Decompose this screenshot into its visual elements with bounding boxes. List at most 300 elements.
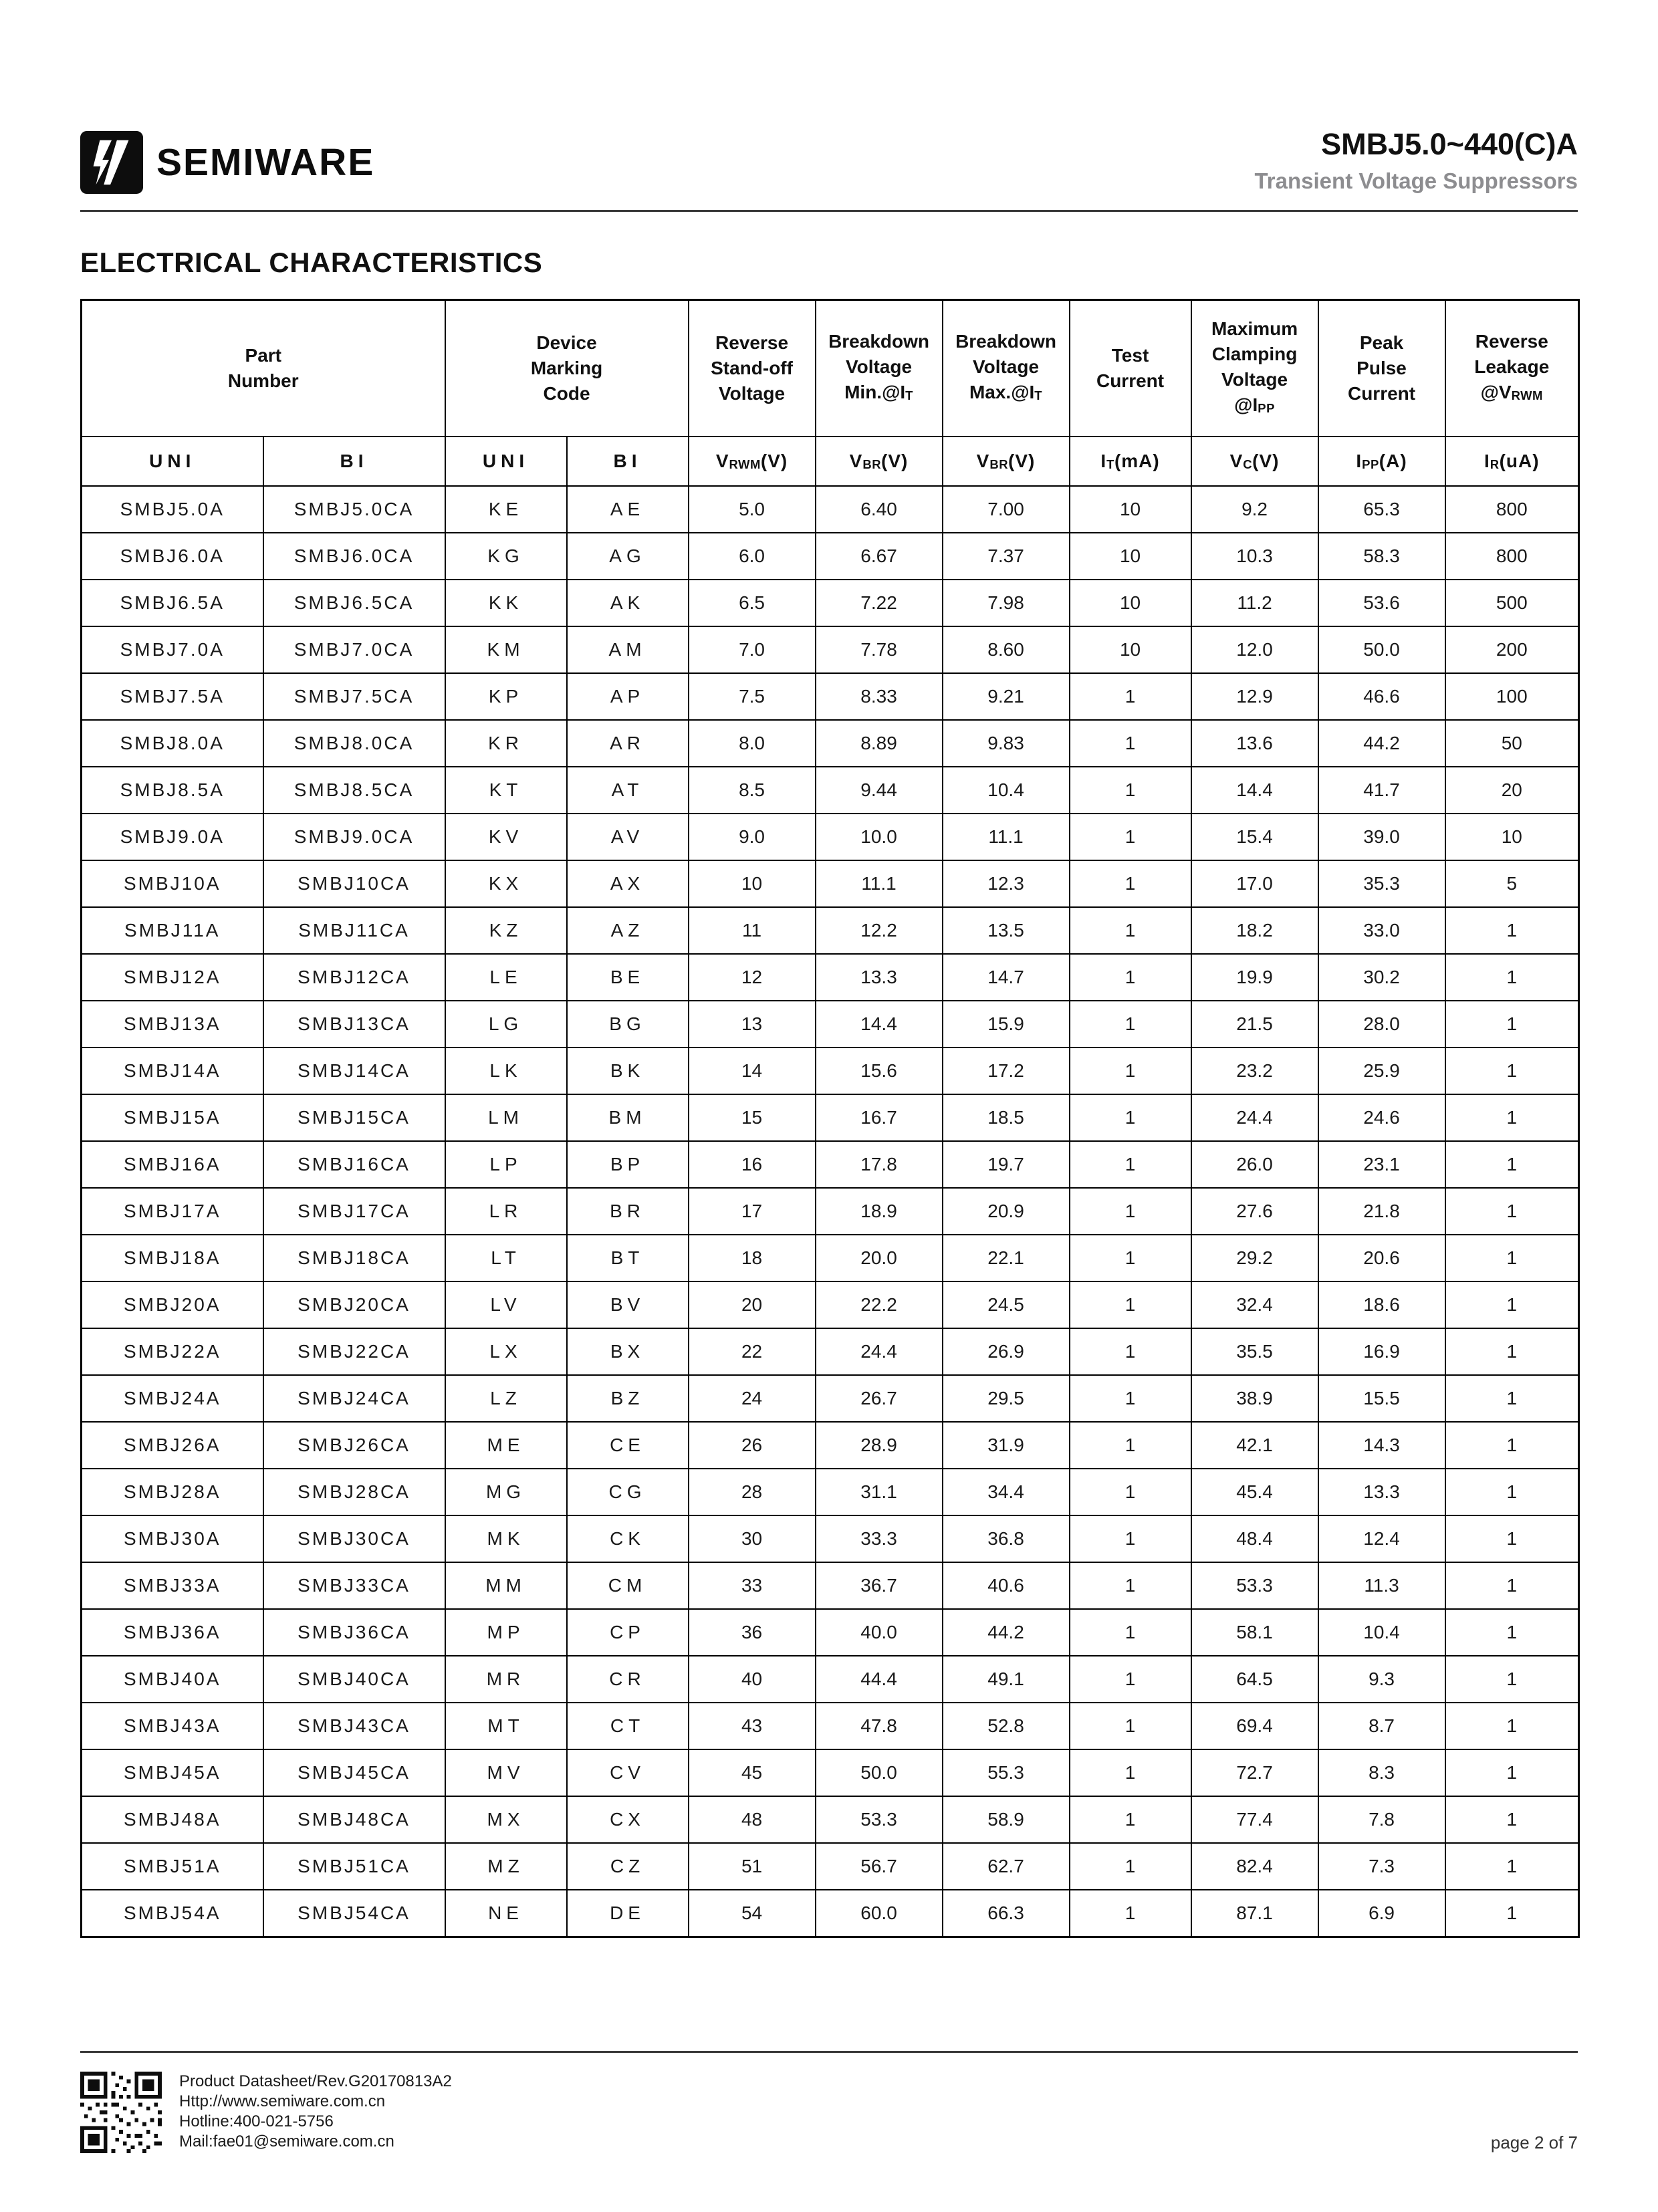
col-header-ir: IR(uA) <box>1445 437 1579 486</box>
cell-marking-uni: LE <box>445 954 567 1001</box>
cell-marking-bi: CT <box>567 1703 689 1749</box>
cell-vbr-max: 31.9 <box>943 1422 1070 1469</box>
table-row <box>82 1141 1579 1188</box>
cell-marking-bi: AP <box>567 673 689 720</box>
table-row <box>82 1001 1579 1048</box>
cell-vc: 26.0 <box>1191 1141 1318 1188</box>
cell-part-bi: SMBJ17CA <box>263 1188 445 1235</box>
cell-it: 1 <box>1070 1328 1191 1375</box>
cell-vbr-max: 66.3 <box>943 1890 1070 1937</box>
cell-marking-uni: MG <box>445 1469 567 1515</box>
cell-vbr-max: 9.21 <box>943 673 1070 720</box>
cell-marking-bi: CZ <box>567 1843 689 1890</box>
cell-marking-uni: MP <box>445 1609 567 1656</box>
cell-marking-uni: KE <box>445 486 567 533</box>
cell-marking-uni: ME <box>445 1422 567 1469</box>
cell-vbr-min: 31.1 <box>816 1469 943 1515</box>
cell-part-bi: SMBJ48CA <box>263 1796 445 1843</box>
cell-marking-bi: AR <box>567 720 689 767</box>
cell-vc: 58.1 <box>1191 1609 1318 1656</box>
cell-ipp: 33.0 <box>1318 907 1445 954</box>
cell-vbr-min: 11.1 <box>816 860 943 907</box>
cell-part-bi: SMBJ13CA <box>263 1001 445 1048</box>
brand <box>80 131 374 194</box>
table-row <box>82 1188 1579 1235</box>
table-row <box>82 954 1579 1001</box>
cell-part-uni: SMBJ5.0A <box>82 486 263 533</box>
cell-it: 1 <box>1070 1001 1191 1048</box>
cell-marking-bi: BG <box>567 1001 689 1048</box>
cell-marking-uni: LP <box>445 1141 567 1188</box>
part-series-title: SMBJ5.0~440(C)A <box>1321 127 1578 161</box>
cell-vbr-min: 18.9 <box>816 1188 943 1235</box>
table-row <box>82 1656 1579 1703</box>
cell-marking-uni: KR <box>445 720 567 767</box>
cell-ir: 1 <box>1445 1656 1579 1703</box>
cell-part-bi: SMBJ15CA <box>263 1094 445 1141</box>
table-row <box>82 1562 1579 1609</box>
cell-vc: 21.5 <box>1191 1001 1318 1048</box>
cell-ir: 1 <box>1445 1281 1579 1328</box>
cell-vc: 53.3 <box>1191 1562 1318 1609</box>
cell-marking-uni: KT <box>445 767 567 814</box>
cell-vbr-min: 33.3 <box>816 1515 943 1562</box>
cell-part-uni: SMBJ8.5A <box>82 767 263 814</box>
cell-vc: 13.6 <box>1191 720 1318 767</box>
cell-ipp: 12.4 <box>1318 1515 1445 1562</box>
cell-it: 1 <box>1070 1188 1191 1235</box>
cell-marking-uni: LK <box>445 1048 567 1094</box>
cell-part-uni: SMBJ13A <box>82 1001 263 1048</box>
cell-part-uni: SMBJ18A <box>82 1235 263 1281</box>
section-title: ELECTRICAL CHARACTERISTICS <box>80 247 543 278</box>
cell-ipp: 46.6 <box>1318 673 1445 720</box>
cell-part-bi: SMBJ5.0CA <box>263 486 445 533</box>
cell-vbr-max: 17.2 <box>943 1048 1070 1094</box>
table-row <box>82 626 1579 673</box>
cell-vc: 64.5 <box>1191 1656 1318 1703</box>
table-row <box>82 1048 1579 1094</box>
cell-vc: 35.5 <box>1191 1328 1318 1375</box>
cell-part-uni: SMBJ16A <box>82 1141 263 1188</box>
cell-marking-uni: KK <box>445 580 567 626</box>
table-row <box>82 1328 1579 1375</box>
cell-part-bi: SMBJ6.0CA <box>263 533 445 580</box>
cell-part-uni: SMBJ54A <box>82 1890 263 1937</box>
cell-ipp: 8.3 <box>1318 1749 1445 1796</box>
cell-part-uni: SMBJ26A <box>82 1422 263 1469</box>
cell-vbr-max: 7.98 <box>943 580 1070 626</box>
cell-part-bi: SMBJ26CA <box>263 1422 445 1469</box>
cell-ir: 1 <box>1445 1469 1579 1515</box>
cell-vc: 9.2 <box>1191 486 1318 533</box>
cell-ipp: 7.3 <box>1318 1843 1445 1890</box>
table-row <box>82 580 1579 626</box>
cell-vc: 69.4 <box>1191 1703 1318 1749</box>
col-group-device-marking-code: Device Marking Code <box>445 300 689 437</box>
cell-vbr-max: 58.9 <box>943 1796 1070 1843</box>
cell-ir: 1 <box>1445 1235 1579 1281</box>
cell-marking-uni: LG <box>445 1001 567 1048</box>
cell-marking-uni: KP <box>445 673 567 720</box>
cell-vrwm: 8.5 <box>689 767 816 814</box>
cell-ipp: 20.6 <box>1318 1235 1445 1281</box>
cell-vrwm: 6.0 <box>689 533 816 580</box>
col-header-code-bi: BI <box>567 437 689 486</box>
cell-ipp: 14.3 <box>1318 1422 1445 1469</box>
cell-marking-uni: KM <box>445 626 567 673</box>
table-row <box>82 1469 1579 1515</box>
cell-marking-uni: LZ <box>445 1375 567 1422</box>
cell-vbr-max: 9.83 <box>943 720 1070 767</box>
col-group-maximum-clamping-voltage: Maximum Clamping Voltage @IPP <box>1191 300 1318 437</box>
cell-vbr-min: 8.89 <box>816 720 943 767</box>
cell-ipp: 11.3 <box>1318 1562 1445 1609</box>
cell-vc: 27.6 <box>1191 1188 1318 1235</box>
brand-name: SEMIWARE <box>156 141 375 184</box>
cell-vbr-max: 36.8 <box>943 1515 1070 1562</box>
cell-it: 1 <box>1070 1515 1191 1562</box>
cell-marking-bi: AT <box>567 767 689 814</box>
cell-part-uni: SMBJ30A <box>82 1515 263 1562</box>
cell-ipp: 24.6 <box>1318 1094 1445 1141</box>
cell-vbr-max: 11.1 <box>943 814 1070 860</box>
cell-part-uni: SMBJ11A <box>82 907 263 954</box>
cell-part-uni: SMBJ9.0A <box>82 814 263 860</box>
cell-ir: 800 <box>1445 486 1579 533</box>
cell-part-uni: SMBJ10A <box>82 860 263 907</box>
cell-part-uni: SMBJ33A <box>82 1562 263 1609</box>
page-footer <box>80 2051 1578 2153</box>
cell-vc: 12.9 <box>1191 673 1318 720</box>
cell-ipp: 9.3 <box>1318 1656 1445 1703</box>
cell-marking-bi: BT <box>567 1235 689 1281</box>
col-group-breakdown-voltage-min: Breakdown Voltage Min.@IT <box>816 300 943 437</box>
cell-part-uni: SMBJ17A <box>82 1188 263 1235</box>
cell-part-uni: SMBJ12A <box>82 954 263 1001</box>
cell-marking-uni: MZ <box>445 1843 567 1890</box>
doc-id <box>1254 127 1578 194</box>
col-header-code-uni: UNI <box>445 437 567 486</box>
cell-vc: 24.4 <box>1191 1094 1318 1141</box>
cell-it: 1 <box>1070 1281 1191 1328</box>
cell-marking-bi: BX <box>567 1328 689 1375</box>
cell-vrwm: 13 <box>689 1001 816 1048</box>
cell-vrwm: 22 <box>689 1328 816 1375</box>
cell-vbr-min: 16.7 <box>816 1094 943 1141</box>
cell-vbr-max: 34.4 <box>943 1469 1070 1515</box>
cell-vbr-max: 62.7 <box>943 1843 1070 1890</box>
cell-ipp: 18.6 <box>1318 1281 1445 1328</box>
cell-it: 1 <box>1070 907 1191 954</box>
cell-ir: 1 <box>1445 1562 1579 1609</box>
col-header-it: IT(mA) <box>1070 437 1191 486</box>
cell-marking-bi: BZ <box>567 1375 689 1422</box>
cell-vbr-max: 29.5 <box>943 1375 1070 1422</box>
cell-part-bi: SMBJ24CA <box>263 1375 445 1422</box>
cell-part-uni: SMBJ36A <box>82 1609 263 1656</box>
table-row <box>82 1843 1579 1890</box>
cell-vbr-max: 44.2 <box>943 1609 1070 1656</box>
cell-vrwm: 7.5 <box>689 673 816 720</box>
cell-part-bi: SMBJ30CA <box>263 1515 445 1562</box>
cell-vrwm: 11 <box>689 907 816 954</box>
cell-marking-bi: AZ <box>567 907 689 954</box>
cell-ipp: 13.3 <box>1318 1469 1445 1515</box>
cell-vc: 19.9 <box>1191 954 1318 1001</box>
cell-it: 1 <box>1070 1843 1191 1890</box>
cell-part-bi: SMBJ10CA <box>263 860 445 907</box>
cell-vbr-min: 12.2 <box>816 907 943 954</box>
cell-vbr-min: 22.2 <box>816 1281 943 1328</box>
cell-ipp: 21.8 <box>1318 1188 1445 1235</box>
cell-vbr-min: 20.0 <box>816 1235 943 1281</box>
cell-ir: 50 <box>1445 720 1579 767</box>
cell-ipp: 53.6 <box>1318 580 1445 626</box>
col-header-vbr-max: VBR(V) <box>943 437 1070 486</box>
table-body <box>82 486 1579 1937</box>
col-group-test-current: Test Current <box>1070 300 1191 437</box>
cell-ir: 1 <box>1445 1048 1579 1094</box>
cell-vbr-min: 13.3 <box>816 954 943 1001</box>
cell-it: 1 <box>1070 1375 1191 1422</box>
cell-vbr-max: 52.8 <box>943 1703 1070 1749</box>
cell-ir: 1 <box>1445 1890 1579 1937</box>
cell-it: 1 <box>1070 1609 1191 1656</box>
cell-vbr-min: 44.4 <box>816 1656 943 1703</box>
cell-marking-uni: LT <box>445 1235 567 1281</box>
cell-ir: 1 <box>1445 1188 1579 1235</box>
cell-it: 1 <box>1070 1235 1191 1281</box>
cell-ir: 1 <box>1445 907 1579 954</box>
cell-marking-bi: BR <box>567 1188 689 1235</box>
table-group-header-row <box>82 300 1579 437</box>
cell-marking-bi: CV <box>567 1749 689 1796</box>
footer-website: Http://www.semiware.com.cn <box>179 2092 386 2110</box>
cell-vbr-min: 26.7 <box>816 1375 943 1422</box>
cell-it: 10 <box>1070 580 1191 626</box>
cell-ir: 1 <box>1445 1375 1579 1422</box>
col-header-ipp: IPP(A) <box>1318 437 1445 486</box>
cell-marking-uni: MK <box>445 1515 567 1562</box>
cell-marking-bi: CE <box>567 1422 689 1469</box>
cell-ipp: 23.1 <box>1318 1141 1445 1188</box>
table-row <box>82 1515 1579 1562</box>
cell-vrwm: 36 <box>689 1609 816 1656</box>
cell-marking-uni: KX <box>445 860 567 907</box>
cell-marking-bi: AV <box>567 814 689 860</box>
cell-ir: 800 <box>1445 533 1579 580</box>
table-row <box>82 767 1579 814</box>
cell-part-uni: SMBJ40A <box>82 1656 263 1703</box>
cell-vc: 38.9 <box>1191 1375 1318 1422</box>
cell-part-uni: SMBJ24A <box>82 1375 263 1422</box>
table-row <box>82 1094 1579 1141</box>
footer-info <box>179 2072 452 2152</box>
cell-it: 10 <box>1070 626 1191 673</box>
cell-vbr-min: 7.22 <box>816 580 943 626</box>
cell-ir: 1 <box>1445 1703 1579 1749</box>
cell-vbr-min: 10.0 <box>816 814 943 860</box>
cell-ir: 1 <box>1445 1094 1579 1141</box>
cell-vbr-max: 24.5 <box>943 1281 1070 1328</box>
cell-marking-uni: MV <box>445 1749 567 1796</box>
cell-ir: 1 <box>1445 1749 1579 1796</box>
cell-ipp: 6.9 <box>1318 1890 1445 1937</box>
cell-part-bi: SMBJ45CA <box>263 1749 445 1796</box>
cell-vrwm: 48 <box>689 1796 816 1843</box>
cell-part-uni: SMBJ51A <box>82 1843 263 1890</box>
cell-ipp: 10.4 <box>1318 1609 1445 1656</box>
cell-ir: 500 <box>1445 580 1579 626</box>
cell-vc: 48.4 <box>1191 1515 1318 1562</box>
cell-ir: 10 <box>1445 814 1579 860</box>
cell-vbr-min: 24.4 <box>816 1328 943 1375</box>
cell-marking-bi: CX <box>567 1796 689 1843</box>
cell-vbr-min: 6.40 <box>816 486 943 533</box>
cell-ir: 1 <box>1445 1422 1579 1469</box>
cell-vc: 18.2 <box>1191 907 1318 954</box>
cell-vc: 14.4 <box>1191 767 1318 814</box>
col-group-peak-pulse-current: Peak Pulse Current <box>1318 300 1445 437</box>
cell-vc: 87.1 <box>1191 1890 1318 1937</box>
cell-vrwm: 26 <box>689 1422 816 1469</box>
cell-vc: 42.1 <box>1191 1422 1318 1469</box>
cell-vc: 11.2 <box>1191 580 1318 626</box>
col-header-vbr-min: VBR(V) <box>816 437 943 486</box>
col-group-breakdown-voltage-max: Breakdown Voltage Max.@IT <box>943 300 1070 437</box>
cell-vbr-min: 14.4 <box>816 1001 943 1048</box>
table-row <box>82 1422 1579 1469</box>
cell-marking-bi: BE <box>567 954 689 1001</box>
cell-marking-bi: BK <box>567 1048 689 1094</box>
cell-it: 1 <box>1070 720 1191 767</box>
cell-part-bi: SMBJ14CA <box>263 1048 445 1094</box>
table-row <box>82 720 1579 767</box>
cell-vc: 72.7 <box>1191 1749 1318 1796</box>
table-row <box>82 533 1579 580</box>
table-row <box>82 1281 1579 1328</box>
cell-part-bi: SMBJ11CA <box>263 907 445 954</box>
cell-ir: 20 <box>1445 767 1579 814</box>
col-header-vc: VC(V) <box>1191 437 1318 486</box>
table-row <box>82 1749 1579 1796</box>
cell-vrwm: 6.5 <box>689 580 816 626</box>
cell-it: 1 <box>1070 1562 1191 1609</box>
cell-vc: 10.3 <box>1191 533 1318 580</box>
cell-vbr-min: 15.6 <box>816 1048 943 1094</box>
cell-vrwm: 15 <box>689 1094 816 1141</box>
cell-vbr-max: 18.5 <box>943 1094 1070 1141</box>
cell-vc: 17.0 <box>1191 860 1318 907</box>
cell-ir: 1 <box>1445 1796 1579 1843</box>
col-header-part-uni: UNI <box>82 437 263 486</box>
cell-vrwm: 12 <box>689 954 816 1001</box>
cell-marking-bi: AK <box>567 580 689 626</box>
page-header <box>80 0 1578 194</box>
cell-it: 1 <box>1070 1422 1191 1469</box>
cell-vbr-min: 40.0 <box>816 1609 943 1656</box>
cell-it: 1 <box>1070 1796 1191 1843</box>
footer-revision: Product Datasheet/Rev.G20170813A2 <box>179 2072 452 2090</box>
cell-part-uni: SMBJ8.0A <box>82 720 263 767</box>
cell-vc: 12.0 <box>1191 626 1318 673</box>
cell-ipp: 28.0 <box>1318 1001 1445 1048</box>
table-row <box>82 860 1579 907</box>
cell-it: 1 <box>1070 1094 1191 1141</box>
table-row <box>82 1235 1579 1281</box>
cell-part-uni: SMBJ15A <box>82 1094 263 1141</box>
cell-it: 1 <box>1070 860 1191 907</box>
cell-ir: 200 <box>1445 626 1579 673</box>
cell-it: 1 <box>1070 1656 1191 1703</box>
cell-ipp: 8.7 <box>1318 1703 1445 1749</box>
cell-part-bi: SMBJ8.0CA <box>263 720 445 767</box>
cell-marking-bi: CK <box>567 1515 689 1562</box>
footer-hotline: Hotline:400-021-5756 <box>179 2112 334 2130</box>
cell-ir: 100 <box>1445 673 1579 720</box>
cell-vrwm: 9.0 <box>689 814 816 860</box>
cell-vrwm: 16 <box>689 1141 816 1188</box>
cell-vbr-max: 20.9 <box>943 1188 1070 1235</box>
doc-subtitle: Transient Voltage Suppressors <box>1254 168 1578 193</box>
cell-part-bi: SMBJ43CA <box>263 1703 445 1749</box>
table-row <box>82 486 1579 533</box>
cell-marking-bi: BM <box>567 1094 689 1141</box>
cell-ir: 5 <box>1445 860 1579 907</box>
cell-marking-uni: MM <box>445 1562 567 1609</box>
cell-vbr-max: 19.7 <box>943 1141 1070 1188</box>
table-row <box>82 1703 1579 1749</box>
cell-vrwm: 28 <box>689 1469 816 1515</box>
cell-part-uni: SMBJ14A <box>82 1048 263 1094</box>
cell-ipp: 30.2 <box>1318 954 1445 1001</box>
cell-part-uni: SMBJ48A <box>82 1796 263 1843</box>
cell-part-uni: SMBJ22A <box>82 1328 263 1375</box>
cell-vrwm: 20 <box>689 1281 816 1328</box>
cell-ipp: 35.3 <box>1318 860 1445 907</box>
cell-vrwm: 24 <box>689 1375 816 1422</box>
cell-vbr-max: 8.60 <box>943 626 1070 673</box>
cell-part-uni: SMBJ7.0A <box>82 626 263 673</box>
cell-marking-bi: CM <box>567 1562 689 1609</box>
cell-vrwm: 5.0 <box>689 486 816 533</box>
cell-part-bi: SMBJ12CA <box>263 954 445 1001</box>
cell-vbr-min: 9.44 <box>816 767 943 814</box>
cell-vrwm: 40 <box>689 1656 816 1703</box>
cell-vbr-max: 49.1 <box>943 1656 1070 1703</box>
cell-marking-bi: AM <box>567 626 689 673</box>
cell-vbr-min: 28.9 <box>816 1422 943 1469</box>
cell-it: 1 <box>1070 1703 1191 1749</box>
cell-part-bi: SMBJ7.5CA <box>263 673 445 720</box>
cell-marking-bi: AG <box>567 533 689 580</box>
cell-ipp: 39.0 <box>1318 814 1445 860</box>
table-row <box>82 673 1579 720</box>
cell-ipp: 16.9 <box>1318 1328 1445 1375</box>
cell-vbr-max: 7.37 <box>943 533 1070 580</box>
cell-ipp: 44.2 <box>1318 720 1445 767</box>
cell-ir: 1 <box>1445 1609 1579 1656</box>
cell-marking-bi: DE <box>567 1890 689 1937</box>
cell-vrwm: 54 <box>689 1890 816 1937</box>
cell-part-bi: SMBJ6.5CA <box>263 580 445 626</box>
cell-part-uni: SMBJ6.5A <box>82 580 263 626</box>
cell-vrwm: 43 <box>689 1703 816 1749</box>
cell-vbr-min: 17.8 <box>816 1141 943 1188</box>
cell-vrwm: 14 <box>689 1048 816 1094</box>
cell-vrwm: 45 <box>689 1749 816 1796</box>
